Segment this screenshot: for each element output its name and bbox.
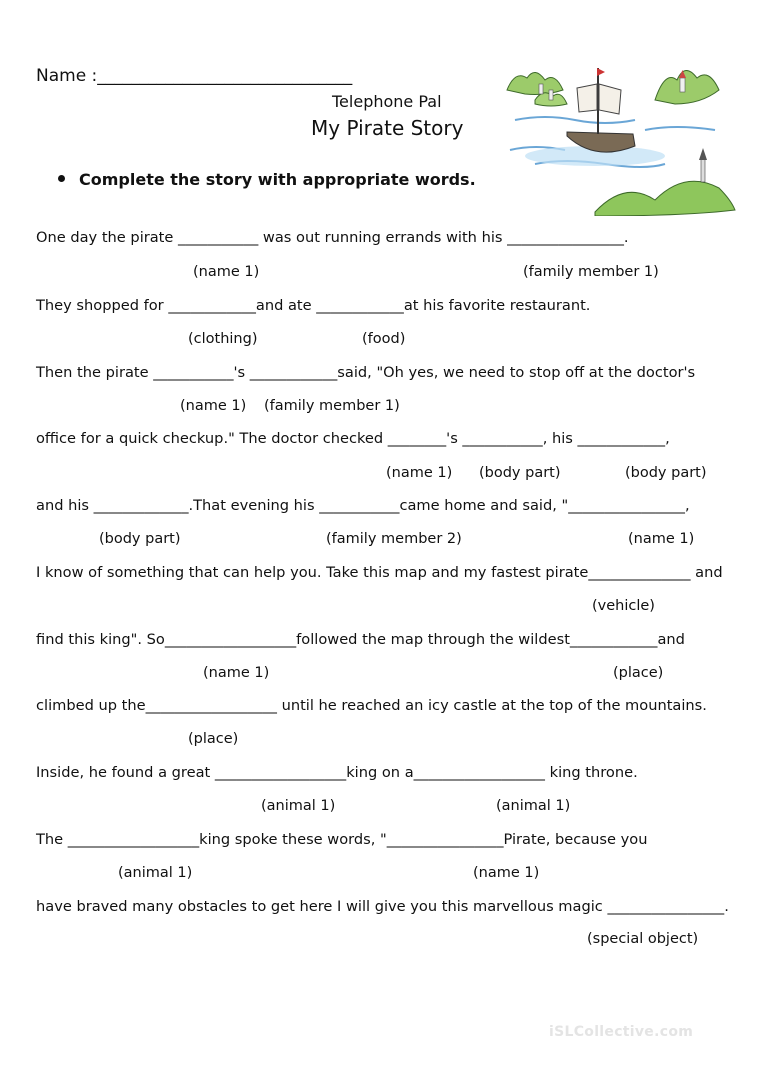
instruction	[58, 170, 476, 189]
story-line-10: The __________________king spoke these words, "________________Pirate, because you	[36, 831, 648, 848]
story-line-4: office for a quick checkup." The doctor checked ________'s ___________, his ____________,	[36, 430, 670, 447]
hint-label: (family member 2)	[326, 531, 462, 547]
worksheet-title: My Pirate Story	[311, 116, 464, 140]
hint-label: (vehicle)	[592, 598, 655, 614]
story-line-1: One day the pirate ___________ was out running errands with his ________________.	[36, 229, 629, 246]
hint-label: (special object)	[587, 931, 699, 947]
hint-label: (animal 1)	[118, 865, 193, 881]
story-line-8: climbed up the__________________ until he reached an icy castle at the top of the mountains.	[36, 697, 707, 714]
hint-label: (family member 1)	[264, 398, 400, 414]
story-line-5: and his _____________.That evening his ___________came home and said, "________________,	[36, 497, 690, 514]
hint-label: (animal 1)	[496, 798, 571, 814]
hint-label: (place)	[188, 731, 239, 747]
hint-label: (name 1)	[203, 665, 270, 681]
story-line-7: find this king". So__________________followed the map through the wildest____________and	[36, 631, 685, 648]
worksheet-subtitle: Telephone Pal	[332, 92, 442, 111]
hint-label: (body part)	[99, 531, 181, 547]
hint-label: (animal 1)	[261, 798, 336, 814]
watermark: iSLCollective.com	[549, 1024, 694, 1040]
story-line-9: Inside, he found a great __________________king on a__________________ king throne.	[36, 764, 638, 781]
hint-label: (family member 1)	[523, 264, 659, 280]
story-line-11: have braved many obstacles to get here I will give you this marvellous magic ________________.	[36, 898, 729, 915]
hint-label: (name 1)	[628, 531, 695, 547]
hint-label: (body part)	[625, 465, 707, 481]
instruction-text: Complete the story with appropriate words.	[79, 170, 476, 189]
hint-label: (clothing)	[188, 331, 258, 347]
story-line-6: I know of something that can help you. Take this map and my fastest pirate______________ and	[36, 564, 723, 581]
bullet-icon	[58, 175, 65, 182]
story-line-3: Then the pirate ___________'s ____________said, "Oh yes, we need to stop off at the doctor's	[36, 364, 696, 381]
pirate-ship-islands-image	[505, 60, 737, 216]
hint-label: (name 1)	[193, 264, 260, 280]
hint-label: (place)	[613, 665, 664, 681]
name-field-label: Name :______________________________	[36, 66, 353, 86]
hint-label: (food)	[362, 331, 406, 347]
hint-label: (name 1)	[473, 865, 540, 881]
story-line-2: They shopped for ____________and ate ____________at his favorite restaurant.	[36, 297, 591, 314]
hint-label: (name 1)	[386, 465, 453, 481]
hint-label: (name 1)	[180, 398, 247, 414]
hint-label: (body part)	[479, 465, 561, 481]
